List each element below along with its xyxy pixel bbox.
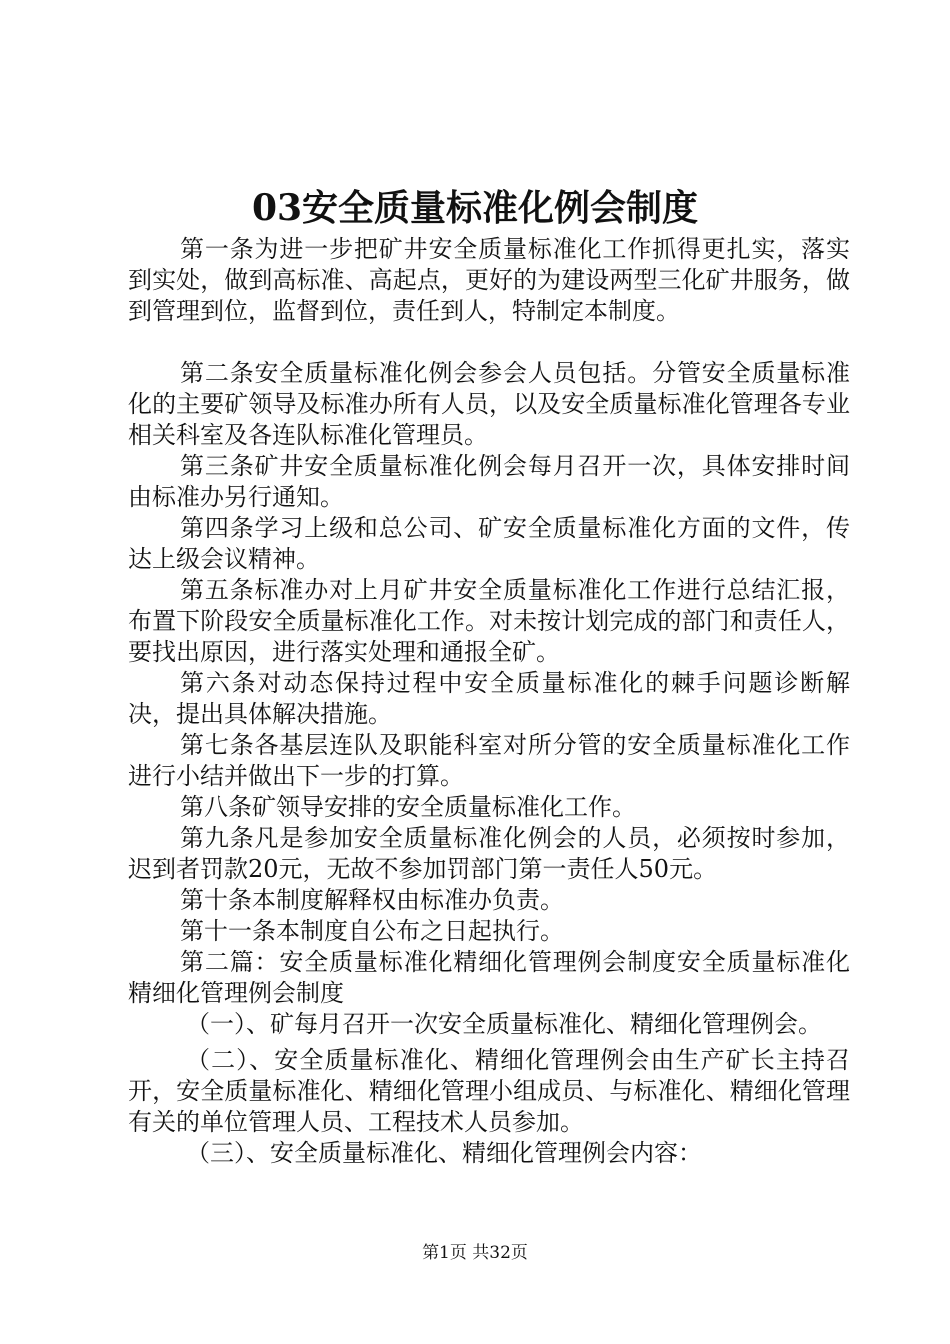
- paragraph-item-1: （一）、矿每月召开一次安全质量标准化、精细化管理例会。: [186, 1010, 822, 1038]
- paragraph-article-8: 第八条矿领导安排的安全质量标准化工作。: [180, 793, 636, 821]
- paragraph-article-9: 第九条凡是参加安全质量标准化例会的人员，必须按时参加，迟到者罚款20元，无故不参加罚部门第一责任人50元。: [128, 824, 850, 883]
- paragraph-article-3: 第三条矿井安全质量标准化例会每月召开一次，具体安排时间由标准办另行通知。: [128, 452, 850, 511]
- paragraph-article-5: 第五条标准办对上月矿井安全质量标准化工作进行总结汇报，布置下阶段安全质量标准化工作。对未按计划完成的部门和责任人，要找出原因，进行落实处理和通报全矿。: [128, 576, 850, 666]
- document-title: 03安全质量标准化例会制度: [251, 187, 699, 229]
- paragraph-item-3: （三）、安全质量标准化、精细化管理例会内容：: [186, 1139, 702, 1167]
- page-number-footer: 第1页 共32页: [422, 1243, 528, 1263]
- paragraph-part-two-heading: 第二篇：安全质量标准化精细化管理例会制度安全质量标准化精细化管理例会制度: [128, 948, 850, 1007]
- paragraph-article-11: 第十一条本制度自公布之日起执行。: [180, 917, 564, 945]
- document-body: [128, 234, 850, 1169]
- paragraph-article-7: 第七条各基层连队及职能科室对所分管的安全质量标准化工作进行小结并做出下一步的打算。: [128, 731, 850, 790]
- paragraph-article-4: 第四条学习上级和总公司、矿安全质量标准化方面的文件，传达上级会议精神。: [128, 514, 850, 573]
- paragraph-article-1: 第一条为进一步把矿井安全质量标准化工作抓得更扎实，落实到实处，做到高标准、高起点，更好的为建设两型三化矿井服务，做到管理到位，监督到位，责任到人，特制定本制度。: [128, 235, 850, 325]
- paragraph-article-10: 第十条本制度解释权由标准办负责。: [180, 886, 564, 914]
- paragraph-article-2: 第二条安全质量标准化例会参会人员包括。分管安全质量标准化的主要矿领导及标准办所有人员，以及安全质量标准化管理各专业相关科室及各连队标准化管理员。: [128, 359, 850, 449]
- paragraph-article-6: 第六条对动态保持过程中安全质量标准化的棘手问题诊断解决，提出具体解决措施。: [128, 669, 850, 728]
- paragraph-item-2: （二）、安全质量标准化、精细化管理例会由生产矿长主持召开，安全质量标准化、精细化管理小组成员、与标准化、精细化管理有关的单位管理人员、工程技术人员参加。: [128, 1046, 850, 1136]
